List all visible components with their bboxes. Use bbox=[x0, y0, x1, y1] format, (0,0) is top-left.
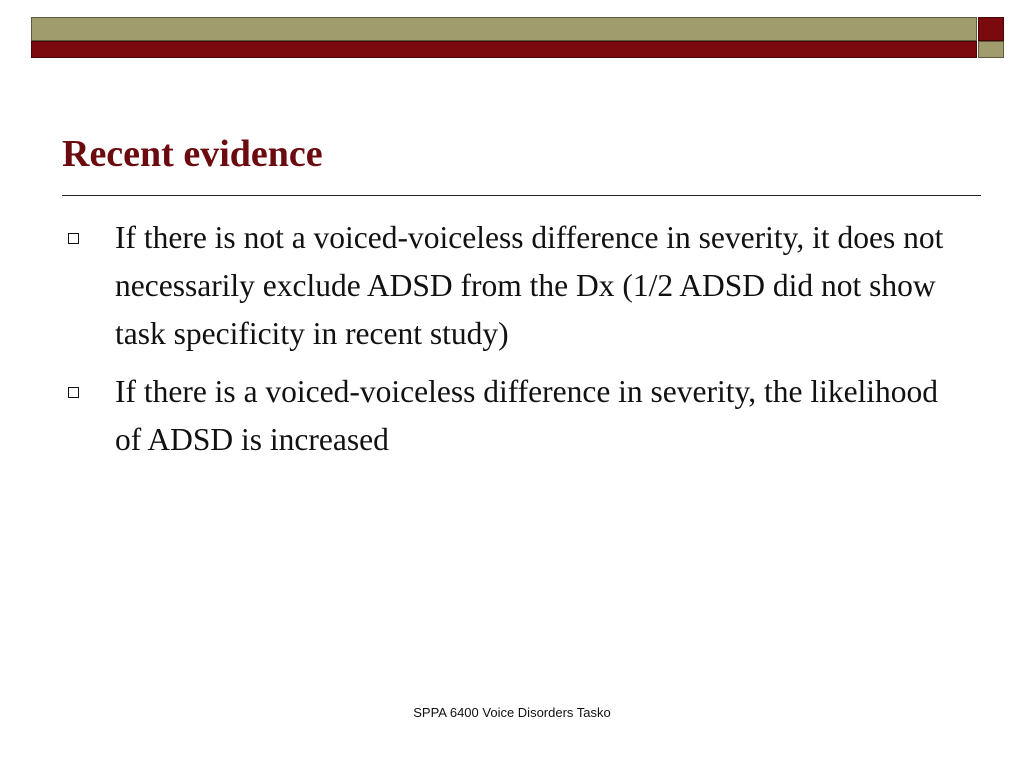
bullet-list bbox=[62, 214, 962, 474]
bullet-item bbox=[62, 368, 962, 464]
top-decor-bar-maroon bbox=[31, 41, 977, 58]
hollow-square-bullet-icon bbox=[68, 387, 79, 398]
top-decor-square-olive bbox=[978, 41, 1004, 58]
bullet-text: If there is not a voiced-voiceless difference in severity, it does not necessarily exclude ADSD from the Dx (1/2 ADSD did not show task specificity in recent study) bbox=[115, 220, 944, 351]
hollow-square-bullet-icon bbox=[68, 233, 79, 244]
bullet-text: If there is a voiced-voiceless difference in severity, the likelihood of ADSD is increased bbox=[115, 374, 939, 457]
slide-footer: SPPA 6400 Voice Disorders Tasko bbox=[413, 705, 611, 720]
bullet-item bbox=[62, 214, 962, 358]
top-decor-square-maroon bbox=[978, 17, 1004, 41]
title-divider bbox=[62, 195, 981, 196]
slide-title: Recent evidence bbox=[62, 133, 323, 175]
top-decor-bar-olive bbox=[31, 17, 977, 41]
